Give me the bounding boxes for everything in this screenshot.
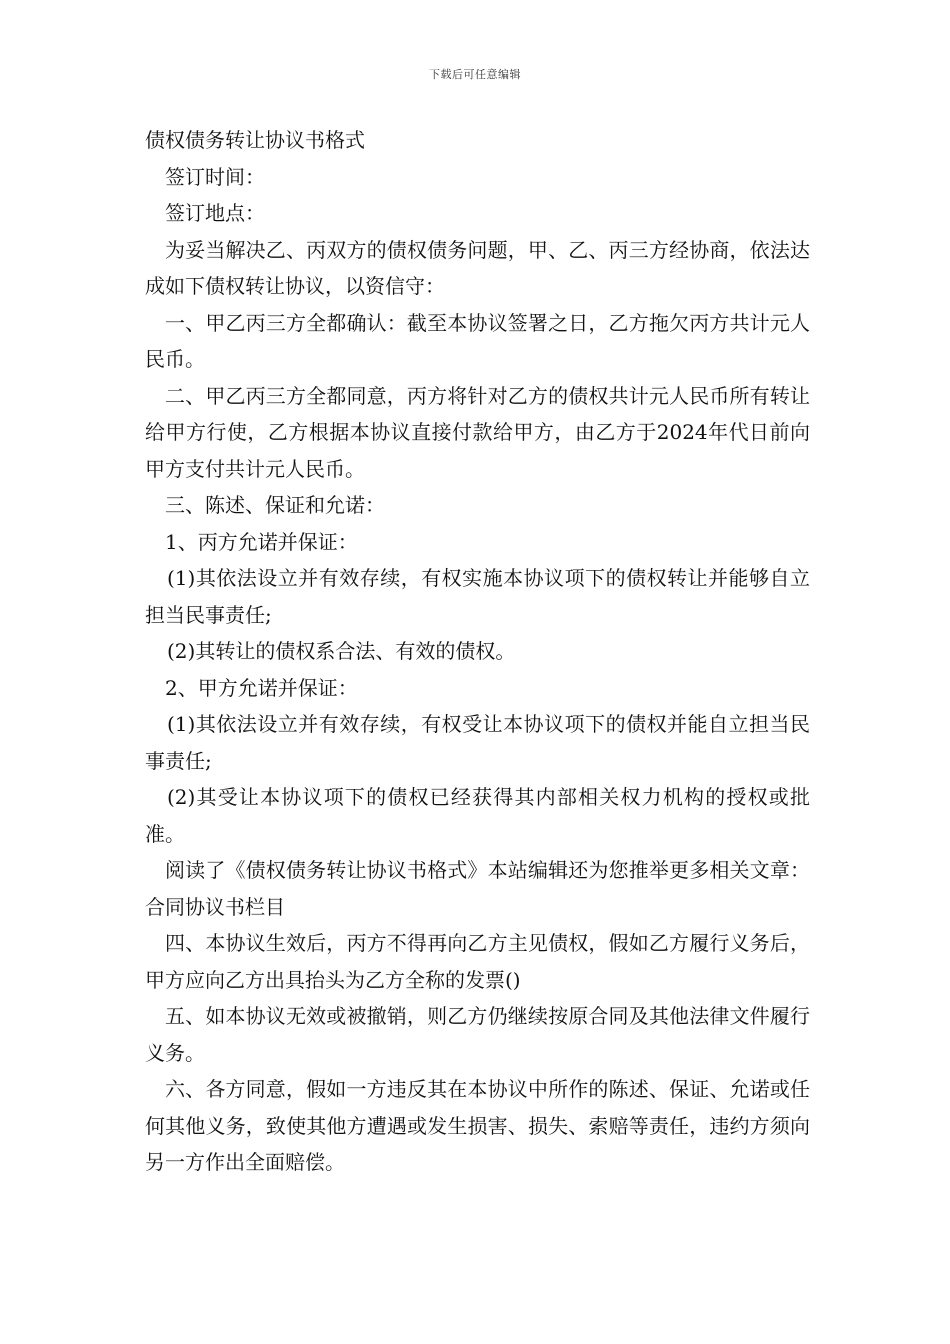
clause-3-1-item-1: (1)其依法设立并有效存续，有权实施本协议项下的债权转让并能够自立担当民事责任;: [145, 566, 810, 627]
clause-1-paragraph: 一、甲乙丙三方全都确认：截至本协议签署之日，乙方拖欠丙方共计元人民币。: [145, 310, 810, 371]
clause-3-heading: 三、陈述、保证和允诺：: [165, 493, 385, 517]
clause-2-paragraph: 二、甲乙丙三方全都同意，丙方将针对乙方的债权共计元人民币所有转让给甲方行使，乙方根据本协议直接付款给甲方，由乙方于2024年代日前向甲方支付共计元人民币。: [145, 383, 810, 481]
clause-3-2-item-1: (1)其依法设立并有效存续，有权受让本协议项下的债权并能自立担当民事责任;: [145, 712, 810, 773]
page-header-note: 下载后可任意编辑: [429, 68, 521, 81]
preamble-paragraph: 为妥当解决乙、丙双方的债权债务问题，甲、乙、丙三方经协商，依法达成如下债权转让协议，以资信守：: [145, 237, 810, 298]
clause-3-1-heading: 1、丙方允诺并保证：: [165, 529, 358, 554]
signing-time-line: 签订时间：: [165, 164, 265, 189]
document-body: [145, 122, 810, 1181]
document-title: 债权债务转让协议书格式: [145, 128, 365, 152]
recommendation-paragraph: 阅读了《债权债务转让协议书格式》本站编辑还为您推举更多相关文章：合同协议书栏目: [145, 858, 810, 919]
clause-5-paragraph: 五、如本协议无效或被撤销，则乙方仍继续按原合同及其他法律文件履行义务。: [145, 1004, 810, 1065]
signing-place-line: 签订地点：: [165, 201, 265, 225]
clause-6-paragraph: 六、各方同意，假如一方违反其在本协议中所作的陈述、保证、允诺或任何其他义务，致使其他方遭遇或发生损害、损失、索赔等责任，违约方须向另一方作出全面赔偿。: [145, 1077, 810, 1174]
clause-3-1-item-2: (2)其转让的债权系合法、有效的债权。: [167, 639, 516, 663]
clause-3-2-item-2: (2)其受让本协议项下的债权已经获得其内部相关权力机构的授权或批准。: [145, 785, 810, 846]
clause-4-paragraph: 四、本协议生效后，丙方不得再向乙方主见债权，假如乙方履行义务后，甲方应向乙方出具抬头为乙方全称的发票(): [145, 931, 810, 992]
clause-3-2-heading: 2、甲方允诺并保证：: [165, 675, 358, 700]
